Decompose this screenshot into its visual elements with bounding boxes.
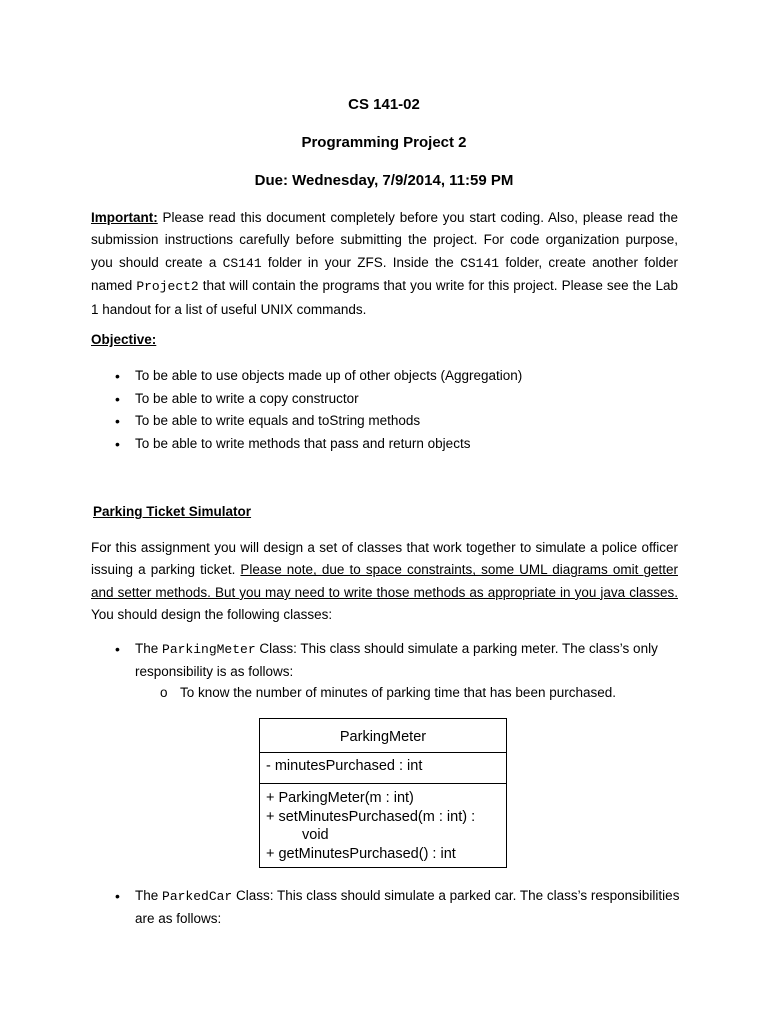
uml-operation-return: void: [302, 827, 329, 843]
folder-code-3: Project2: [136, 279, 199, 295]
class-name-parking-meter: ParkingMeter: [162, 642, 256, 657]
uml-operation: + ParkingMeter(m : int): [266, 790, 414, 806]
parked-car-item: • The ParkedCar Class: This class should simulate a parked car. The class’s responsibilities are as follows:: [91, 885, 681, 930]
bullet-icon: •: [115, 435, 120, 452]
parking-meter-subitem: o To know the number of minutes of parking time that has been purchased.: [160, 682, 616, 704]
uml-operation: + setMinutesPurchased(m : int) :: [266, 808, 476, 825]
uml-attributes: [260, 753, 506, 784]
list-item: • To be able to write a copy constructor: [91, 388, 522, 411]
bullet-icon: •: [115, 368, 120, 384]
uml-operation: + getMinutesPurchased() : int: [266, 845, 456, 862]
objective-label: Objective:: [91, 332, 157, 347]
important-text-4: that will contain the programs that you write for this project. Please see the Lab 1 handout for a list of useful UNIX commands.: [91, 278, 679, 317]
uml-operations: [260, 784, 506, 867]
important-paragraph: [91, 207, 678, 321]
list-item: • To be able to write equals and toString methods: [91, 410, 522, 433]
list-item: • To be able to use objects made up of other objects (Aggregation): [91, 365, 522, 388]
parking-meter-item: • The ParkingMeter Class: This class should simulate a parking meter. The class’s only responsibility is as follows:: [91, 638, 681, 683]
section-title: Parking Ticket Simulator: [93, 504, 252, 519]
due-date: Due: Wednesday, 7/9/2014, 11:59 PM: [254, 172, 514, 189]
project-title: Programming Project 2: [301, 134, 467, 151]
intro-note: Please note, due to space constraints, some UML diagrams omit getter and setter methods. But you may need to write those methods as appropriate in you java classes.: [91, 562, 678, 600]
folder-code-2: CS141: [460, 255, 500, 271]
intro-text-1: For this assignment you will design a set of classes that work together to simulate a police officer issuing a parking ticket.: [91, 540, 678, 578]
circle-bullet-icon: o: [160, 685, 168, 700]
course-heading: CS 141-02: [348, 96, 420, 113]
list-item: • To be able to write methods that pass and return objects: [91, 433, 522, 456]
bullet-icon: •: [115, 888, 120, 904]
uml-attribute: - minutesPurchased : int: [266, 758, 423, 774]
objective-list: [91, 365, 522, 455]
class-name-parked-car: ParkedCar: [162, 889, 233, 904]
uml-class-diagram: [259, 718, 507, 868]
important-text-2: folder in your ZFS. Inside the: [261, 254, 461, 270]
bullet-icon: •: [115, 390, 120, 407]
folder-code-1: CS141: [222, 255, 262, 271]
important-text-1: Please read this document completely before you start coding. Also, please read the submission instructions carefully before submitting the project. For code organization purpose, you should create a: [91, 210, 678, 270]
bullet-icon: •: [115, 413, 120, 430]
bullet-icon: •: [115, 641, 120, 657]
intro-paragraph: [91, 537, 678, 627]
important-label: Important:: [91, 210, 158, 225]
important-text-3: folder, create another folder named: [91, 254, 678, 294]
uml-class-name: ParkingMeter: [260, 719, 506, 753]
intro-text-2: You should design the following classes:: [91, 607, 333, 623]
